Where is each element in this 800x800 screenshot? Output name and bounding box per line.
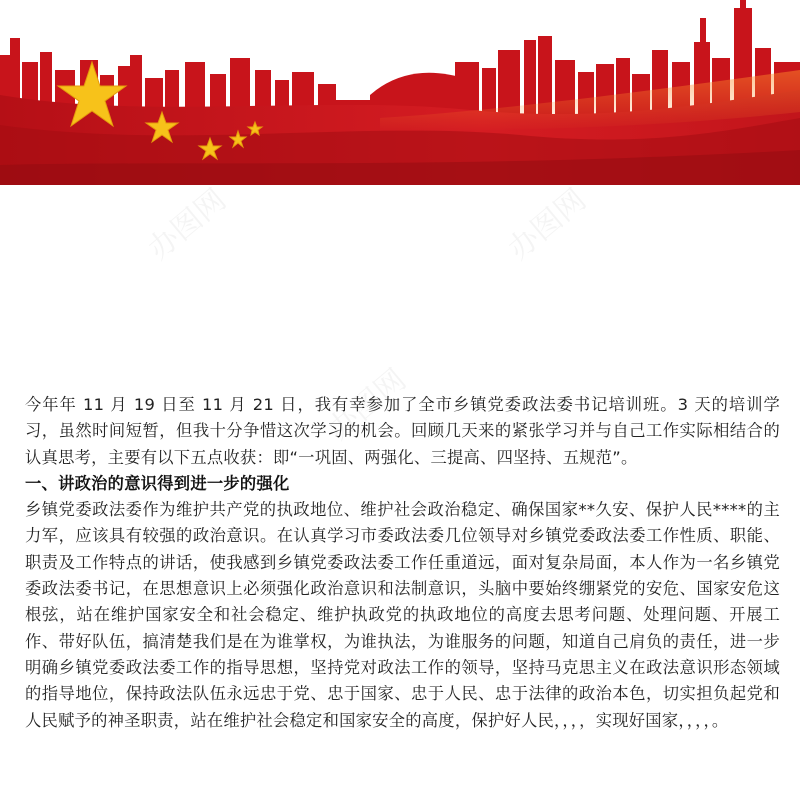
header-banner bbox=[0, 0, 800, 185]
document-body bbox=[25, 392, 780, 734]
section-paragraph: 乡镇党委政法委作为维护共产党的执政地位、维护社会政治稳定、确保国家**久安、保护人民****的主力军，应该具有较强的政治意识。在认真学习市委政法委几位领导对乡镇党委政法委工作性质、职能、职责及工作特点的讲话，使我感到乡镇党委政法委工作任重道远，面对复杂局面，本人作为一名乡镇党委政法委书记，在思想意识上必须强化政治意识和法制意识，头脑中要始终绷紧党的安危、国家安危这根弦，站在维护国家安全和社会稳定、维护执政党的执政地位的高度去思考问题、处理问题、开展工作、带好队伍，搞清楚我们是在为谁掌权，为谁执法，为谁服务的问题，知道自己肩负的责任，进一步明确乡镇党委政法委工作的指导思想，坚持党对政法工作的领导，坚持马克思主义在政法意识形态领域的指导地位，保持政法队伍永远忠于党、忠于国家、忠于人民、忠于法律的政治本色，切实担负起党和人民赋予的神圣职责，站在维护社会稳定和国家安全的高度，保护好人民，，，，实现好国家，，，，。 bbox=[25, 500, 780, 730]
watermark: 办图网 bbox=[141, 182, 233, 268]
watermark: 办图网 bbox=[321, 362, 413, 448]
banner-graphic bbox=[0, 0, 800, 185]
watermark: 办图网 bbox=[501, 182, 593, 268]
section-heading: 一、讲政治的意识得到进一步的强化 bbox=[25, 473, 290, 493]
intro-paragraph: 今年年 11 月 19 日至 11 月 21 日，我有幸参加了全市乡镇党委政法委书记培训班。3 天的培训学习，虽然时间短暂，但我十分争惜这次学习的机会。回顾几天来的紧张学习并与自己工作实际相结合的认真思考，主要有以下五点收获：即“一巩固、两强化、三提高、四坚持、五规范”。 bbox=[25, 395, 780, 467]
